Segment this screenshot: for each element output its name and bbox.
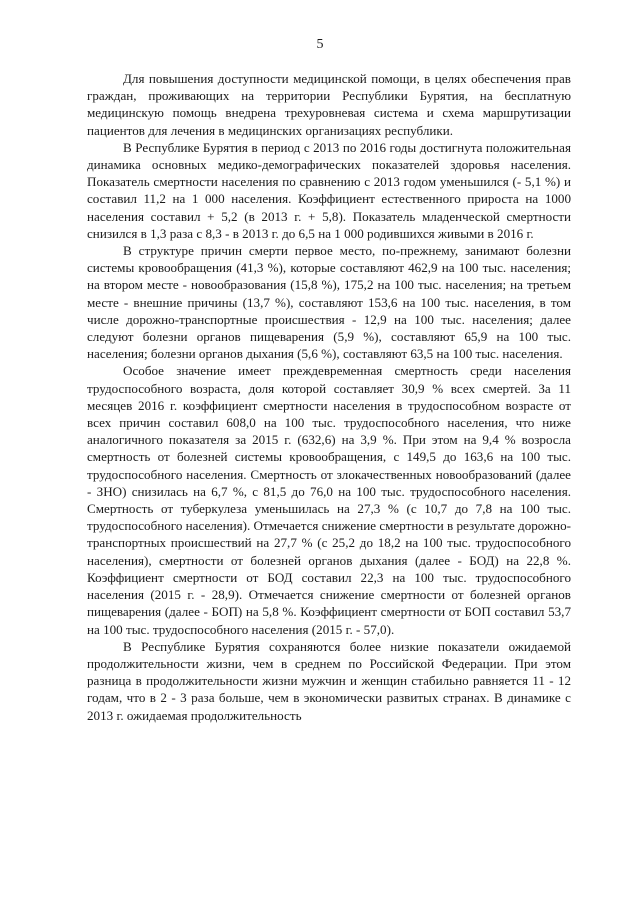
paragraph-life-expectancy: В Республике Бурятия сохраняются более низкие показатели ожидаемой продолжительности жизни, чем в среднем по Российской Федерации. При этом разница в продолжительности жизни мужчин и женщин стабильно равняется 11 - 12 годам, что в 2 - 3 раза больше, чем в экономически развитых странах. В динамике с 2013 г. ожидаемая продолжительность bbox=[87, 638, 571, 723]
paragraph-working-age-mortality: Особое значение имеет преждевременная смертность среди населения трудоспособного возраста, доля которой составляет 30,9 % всех смертей. За 11 месяцев 2016 г. коэффициент смертности населения в трудоспособном возрасте от всех причин составил 608,0 на 100 тыс. трудоспособного населения, что ниже аналогичного показателя за 2015 г. (632,6) на 3,9 %. При этом на 9,4 % возросла смертность от болезней системы кровообращения, с 149,5 до 163,6 на 100 тыс. трудоспособного населения. Смертность от злокачественных новообразований (далее - ЗНО) снизилась на 6,7 %, с 81,5 до 76,0 на 100 тыс. трудоспособного населения. Смертность от туберкулеза уменьшилась на 27,3 % (с 10,7 до 7,8 на 100 тыс. трудоспособного населения). Отмечается снижение смертности в результате дорожно-транспортных происшествий на 27,7 % (с 25,2 до 18,2 на 100 тыс. трудоспособного населения), смертности от болезней органов дыхания (далее - БОД) на 22,8 %. Коэффициент смертности от БОД составил 22,3 на 100 тыс. трудоспособного населения (2015 г. - 28,9). Отмечается снижение смертности от болезней органов пищеварения (далее - БОП) на 5,8 %. Коэффициент смертности от БОП составил 53,7 на 100 тыс. трудоспособного населения (2015 г. - 57,0). bbox=[87, 363, 571, 637]
page-number: 5 bbox=[316, 37, 324, 52]
paragraph-medical-access: Для повышения доступности медицинской помощи, в целях обеспечения прав граждан, проживающих на территории Республики Бурятия, на бесплатную медицинскую помощь внедрена трехуровневая система и схема маршрутизации пациентов для лечения в медицинских организациях республики. bbox=[87, 71, 571, 138]
paragraph-demographic-dynamics: В Республике Бурятия в период с 2013 по 2016 годы достигнута положительная динамика основных медико-демографических показателей здоровья населения. Показатель смертности населения по сравнению с 2013 годом уменьшился (- 5,1 %) и составил 11,2 на 1 000 населения. Коэффициент естественного прироста на 1000 населения составил + 5,2 (в 2013 г. + 5,8). Показатель младенческой смертности снизился в 1,3 раза с 8,3 - в 2013 г. до 6,5 на 1 000 родившихся живыми в 2016 г. bbox=[87, 139, 571, 241]
paragraph-causes-of-death: В структуре причин смерти первое место, по-прежнему, занимают болезни системы кровообращения (41,3 %), которые составляют 462,9 на 100 тыс. населения; на втором месте - новообразования (15,8 %), 175,2 на 100 тыс. населения; на третьем месте - внешние причины (13,7 %), составляют 153,6 на 100 тыс. населения, в том числе дорожно-транспортные происшествия - 12,9 на 100 тыс. населения; далее следуют болезни органов пищеварения (5,9 %), составляют 65,9 на 100 тыс. населения; болезни органов дыхания (5,6 %), составляют 63,5 на 100 тыс. населения. bbox=[87, 243, 571, 362]
document-body bbox=[87, 70, 571, 724]
